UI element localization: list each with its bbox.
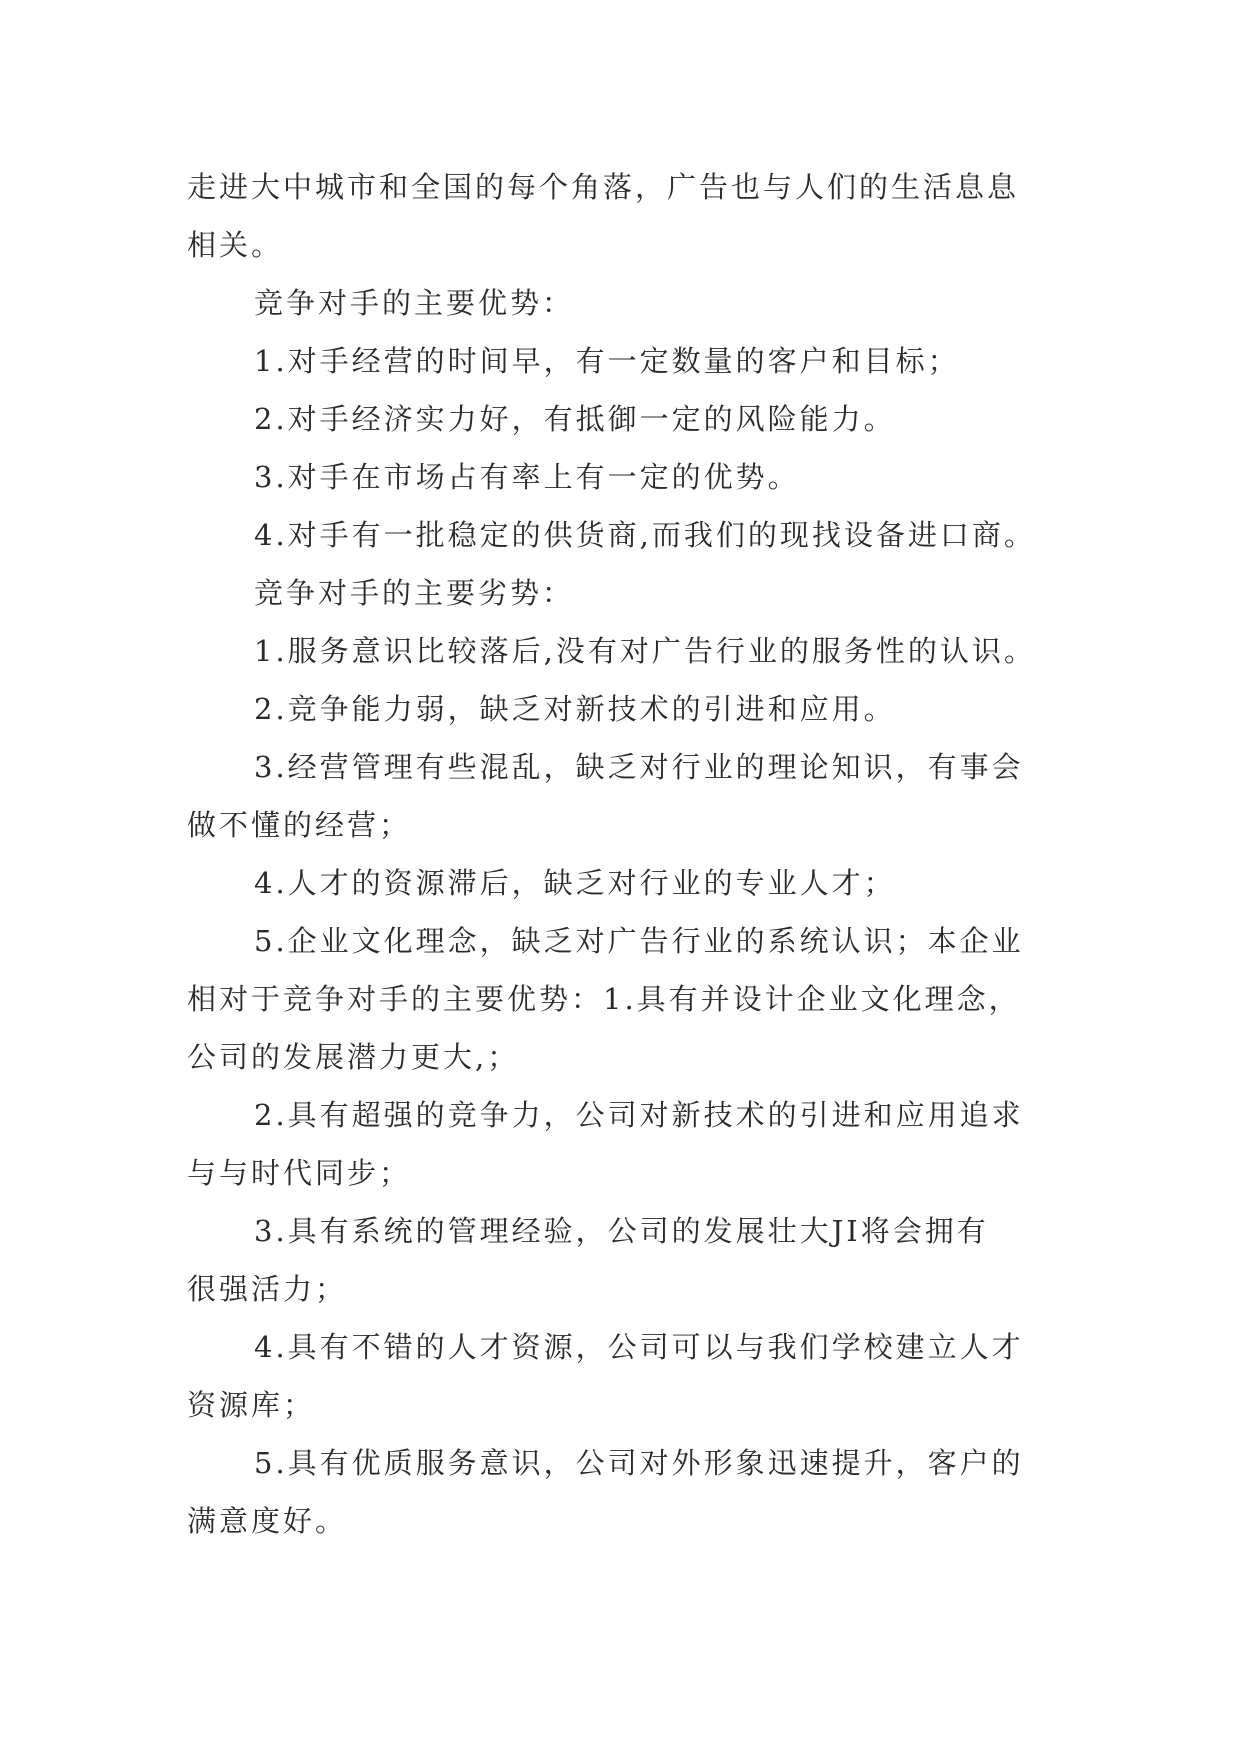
list-item: 5.企业文化理念，缺乏对广告行业的系统认识；本企业 [254,924,1024,958]
document-body [187,158,1057,1550]
list-item: 3.对手在市场占有率上有一定的优势。 [254,460,800,494]
list-item: 1.对手经营的时间早，有一定数量的客户和目标； [254,344,960,378]
paragraph-line: 相关。 [187,228,284,262]
list-item-continuation: 与与时代同步； [187,1156,412,1190]
section-heading: 竞争对手的主要优势： [254,286,575,320]
list-item-continuation: 满意度好。 [187,1504,348,1538]
list-item: 4.具有不错的人才资源，公司可以与我们学校建立人才 [254,1330,1024,1364]
list-item-continuation: 相对于竞争对手的主要优势：1.具有并设计企业文化理念， [187,982,1021,1016]
list-item: 5.具有优质服务意识，公司对外形象迅速提升，客户的 [254,1446,1024,1480]
list-item-continuation: 做不懂的经营； [187,808,412,842]
list-item: 3.具有系统的管理经验，公司的发展壮大JI将会拥有 [254,1214,989,1248]
list-item: 2.竞争能力弱，缺乏对新技术的引进和应用。 [254,692,896,726]
list-item: 2.具有超强的竞争力，公司对新技术的引进和应用追求 [254,1098,1024,1132]
list-item: 4.对手有一批稳定的供货商,而我们的现找设备进口商。 [254,518,1036,552]
section-heading: 竞争对手的主要劣势： [254,576,575,610]
list-item: 2.对手经济实力好，有抵御一定的风险能力。 [254,402,896,436]
list-item: 3.经营管理有些混乱，缺乏对行业的理论知识，有事会 [254,750,1024,784]
list-item-continuation: 资源库； [187,1388,316,1422]
list-item: 1.服务意识比较落后,没有对广告行业的服务性的认识。 [254,634,1036,668]
list-item: 4.人才的资源滞后，缺乏对行业的专业人才； [254,866,896,900]
list-item-continuation: 很强活力； [187,1272,348,1306]
list-item-continuation: 公司的发展潜力更大,； [187,1040,520,1074]
paragraph-line: 走进大中城市和全国的每个角落，广告也与人们的生活息息 [187,170,1020,204]
